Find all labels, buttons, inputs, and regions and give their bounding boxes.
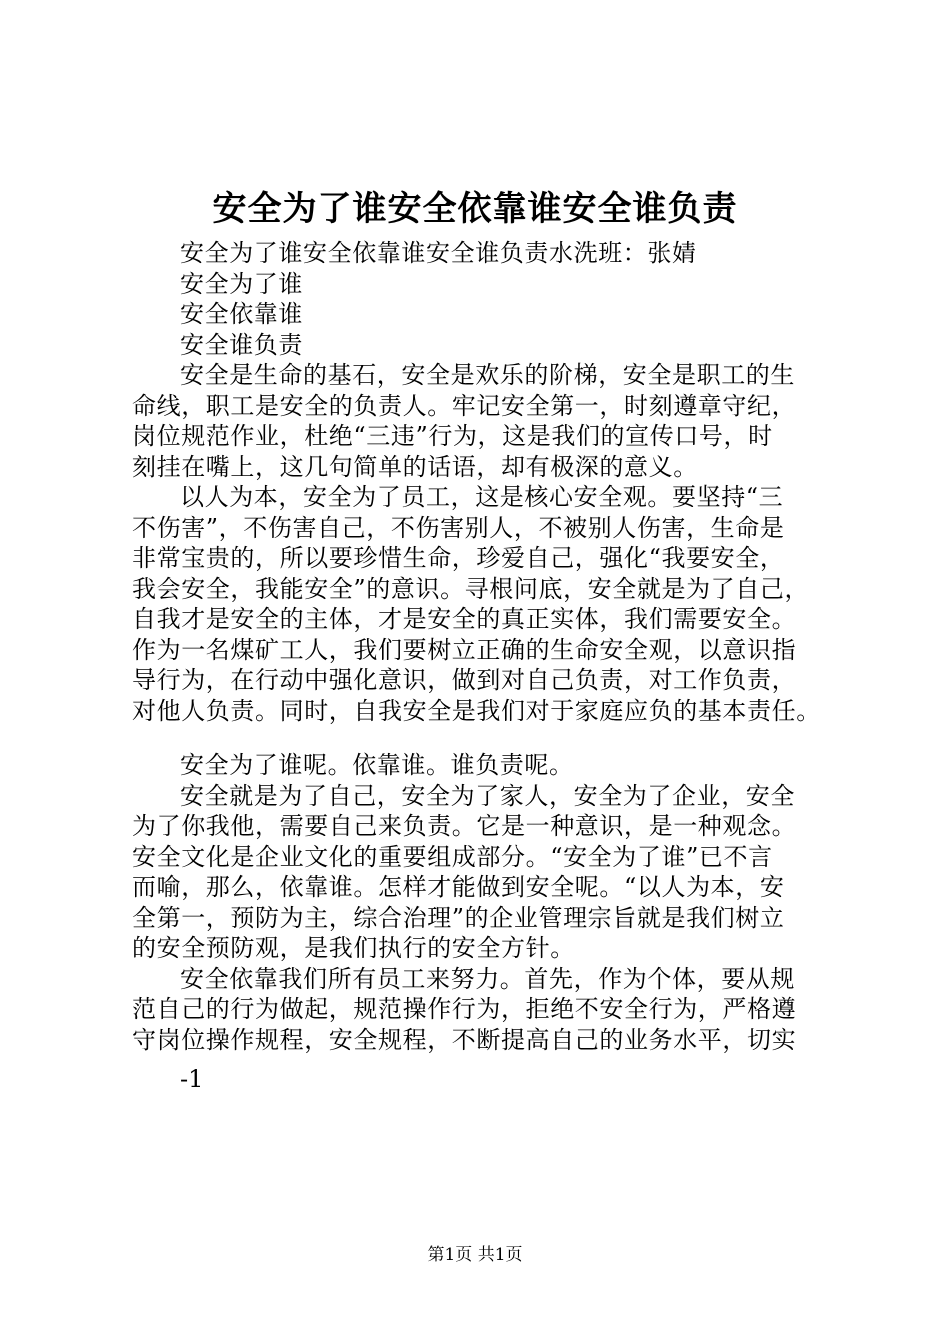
paragraph-line: 作为一名煤矿工人，我们要树立正确的生命安全观，以意识指 <box>132 635 797 664</box>
paragraph-line: 岗位规范作业，杜绝“三违”行为，这是我们的宣传口号，时 <box>132 422 773 450</box>
page-footer: 第1页 共1页 <box>427 1245 523 1265</box>
paragraph-line: 安全就是为了自己，安全为了家人，安全为了企业，安全 <box>180 781 795 810</box>
subheading-line: 安全为了谁 <box>180 269 303 298</box>
paragraph-line: 自我才是安全的主体，才是安全的真正实体，我们需要安全。 <box>132 605 797 633</box>
paragraph-line: 而喻，那么，依靠谁。怎样才能做到安全呢。“以人为本，安 <box>132 873 785 901</box>
paragraph-line: 不伤害”，不伤害自己，不伤害别人，不被别人伤害，生命是 <box>132 513 785 542</box>
paragraph-line: 守岗位操作规程，安全规程，不断提高自己的业务水平，切实 <box>132 1025 797 1054</box>
paragraph-line: 的安全预防观，是我们执行的安全方针。 <box>132 934 575 962</box>
paragraph-gap <box>132 726 852 750</box>
paragraph-line: 命线，职工是安全的负责人。牢记安全第一，时刻遵章守纪， <box>132 391 797 420</box>
paragraph-line: 全第一，预防为主，综合治理”的企业管理宗旨就是我们树立 <box>132 903 785 932</box>
paragraph-line: 为了你我他，需要自己来负责。它是一种意识，是一种观念。 <box>132 812 797 840</box>
paragraph-line: 刻挂在嘴上，这几句简单的话语，却有极深的意义。 <box>132 452 698 481</box>
paragraph-line: 范自己的行为做起，规范操作行为，拒绝不安全行为，严格遵 <box>132 995 797 1023</box>
paragraph-line: 安全是生命的基石，安全是欢乐的阶梯，安全是职工的生 <box>180 361 795 389</box>
paragraph-line: 导行为，在行动中强化意识，做到对自己负责，对工作负责， <box>132 666 797 694</box>
paragraph-line: 安全文化是企业文化的重要组成部分。“安全为了谁”已不言 <box>132 842 773 871</box>
paragraph-line: 非常宝贵的，所以要珍惜生命，珍爱自己，强化“我要安全， <box>132 544 785 572</box>
page-marker: -1 <box>180 1065 204 1093</box>
document-body <box>132 238 852 1055</box>
document-title: 安全为了谁安全依靠谁安全谁负责 <box>212 189 738 229</box>
subheading-line: 安全谁负责 <box>180 330 303 359</box>
subheading-line: 安全依靠谁 <box>180 300 303 328</box>
paragraph-line: 我会安全，我能安全”的意识。寻根问底，安全就是为了自己， <box>132 574 810 603</box>
paragraph-line: 安全依靠我们所有员工来努力。首先，作为个体，要从规 <box>180 964 795 993</box>
paragraph-line: 对他人负责。同时，自我安全是我们对于家庭应负的基本责任。 <box>132 696 821 725</box>
author-line: 安全为了谁安全依靠谁安全谁负责水洗班：张婧 <box>180 239 697 267</box>
paragraph-line: 安全为了谁呢。依靠谁。谁负责呢。 <box>180 751 574 779</box>
paragraph-line: 以人为本，安全为了员工，这是核心安全观。要坚持“三 <box>180 483 784 511</box>
